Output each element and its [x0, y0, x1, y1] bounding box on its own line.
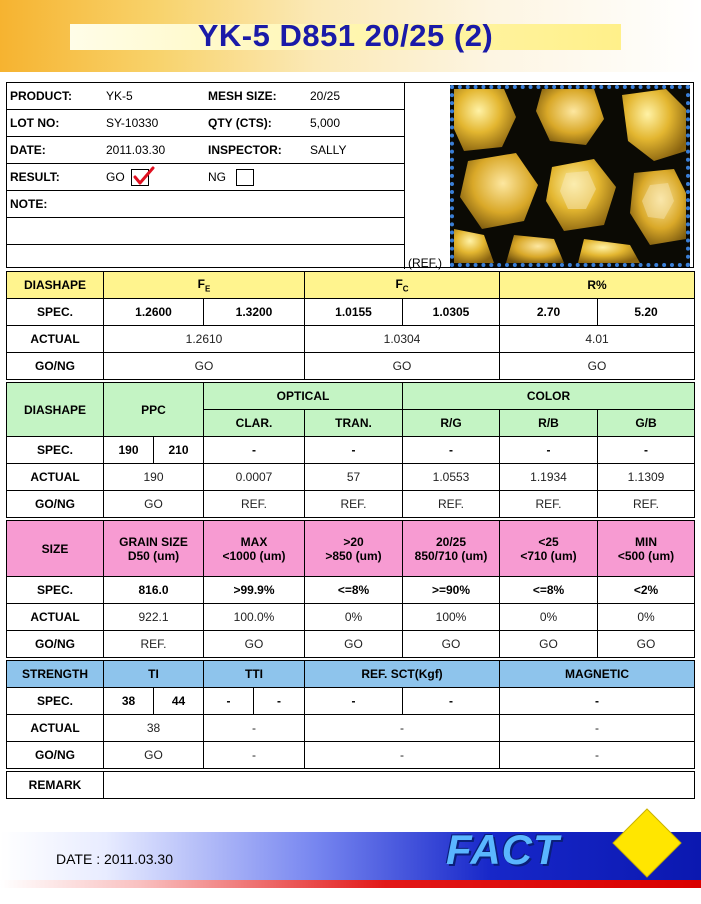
grain-size-line1: GRAIN SIZE [119, 534, 188, 549]
spec-cell: - [403, 437, 500, 464]
lt25-line2: <710 (um) [520, 548, 577, 563]
min-line1: MIN [635, 534, 657, 549]
lot-label: LOT NO: [10, 116, 60, 130]
fe-subscript: E [205, 284, 211, 294]
info-divider [404, 83, 405, 269]
diamond-grains-image [454, 89, 686, 263]
note-label: NOTE: [10, 197, 48, 211]
lt25-header [500, 521, 598, 577]
spec-cell: - [204, 688, 254, 715]
gong-cell: - [305, 742, 500, 769]
min-line2: <500 (um) [617, 548, 675, 563]
actual-cell: 0% [500, 604, 598, 631]
result-label: RESULT: [10, 170, 60, 184]
fc-subscript: C [402, 284, 409, 294]
date-label: DATE: [10, 143, 46, 157]
note-line-2 [7, 245, 404, 271]
gong-cell: GO [104, 353, 305, 380]
fc-header [305, 272, 500, 299]
gt20-header [305, 521, 403, 577]
gong-cell: GO [305, 353, 500, 380]
gong-cell: GO [403, 631, 500, 658]
spec-cell: - [403, 688, 500, 715]
product-value: YK-5 [106, 89, 133, 103]
fc-letter: F [395, 276, 403, 291]
mesh-20-25-line1: 20/25 [435, 534, 467, 549]
info-panel [6, 82, 694, 268]
gong-label: GO/NG [7, 353, 104, 380]
max-line1: MAX [240, 534, 268, 549]
footer-date: DATE : 2011.03.30 [56, 851, 173, 867]
strength-header: STRENGTH [7, 661, 104, 688]
fe-letter: F [197, 276, 205, 291]
gong-label: GO/NG [7, 491, 104, 518]
sct-header: REF. SCT(Kgf) [305, 661, 500, 688]
gb-header: G/B [598, 410, 695, 437]
grain-size-line2: D50 (um) [127, 548, 180, 563]
actual-cell: 4.01 [500, 326, 695, 353]
ref-caption: (REF.) [408, 256, 442, 270]
spec-cell: 1.2600 [104, 299, 204, 326]
spec-cell: <2% [598, 577, 695, 604]
gong-cell: GO [500, 353, 695, 380]
gong-cell: REF. [305, 491, 403, 518]
spec-label: SPEC. [7, 437, 104, 464]
checkmark-icon [133, 166, 155, 186]
spec-cell: 210 [154, 437, 204, 464]
ng-label: NG [208, 170, 226, 184]
optical-color-table [6, 382, 695, 518]
spec-cell: - [305, 437, 403, 464]
gong-cell: GO [104, 742, 204, 769]
spec-cell: 190 [104, 437, 154, 464]
spec-label: SPEC. [7, 299, 104, 326]
gong-cell: REF. [403, 491, 500, 518]
spec-cell: 44 [154, 688, 204, 715]
tti-header: TTI [204, 661, 305, 688]
inspector-value: SALLY [310, 143, 347, 157]
gong-cell: REF. [204, 491, 305, 518]
spec-cell: 38 [104, 688, 154, 715]
gt20-line2: >850 (um) [325, 548, 382, 563]
mesh-20-25-line2: 850/710 (um) [414, 548, 488, 563]
info-row-note [7, 191, 404, 218]
gong-cell: - [204, 742, 305, 769]
actual-cell: 0% [598, 604, 695, 631]
fact-logo: FACT [446, 826, 560, 873]
clar-header: CLAR. [204, 410, 305, 437]
actual-cell: 190 [104, 464, 204, 491]
gong-cell: REF. [500, 491, 598, 518]
spec-cell: - [500, 688, 695, 715]
gong-cell: GO [598, 631, 695, 658]
spec-cell: >99.9% [204, 577, 305, 604]
page-title: YK-5 D851 20/25 (2) [197, 18, 494, 53]
max-header [204, 521, 305, 577]
fe-header [104, 272, 305, 299]
size-header: SIZE [7, 521, 104, 577]
strength-table [6, 660, 695, 769]
r-header: R% [500, 272, 695, 299]
gong-cell: - [500, 742, 695, 769]
rb-header: R/B [500, 410, 598, 437]
go-checkbox[interactable] [131, 169, 149, 186]
actual-cell: 1.1309 [598, 464, 695, 491]
spec-cell: >=90% [403, 577, 500, 604]
spec-cell: 1.0305 [403, 299, 500, 326]
min-header [598, 521, 695, 577]
actual-cell: 1.0553 [403, 464, 500, 491]
actual-cell: 38 [104, 715, 204, 742]
actual-cell: 100.0% [204, 604, 305, 631]
spec-cell: - [204, 437, 305, 464]
actual-label: ACTUAL [7, 604, 104, 631]
remark-label: REMARK [7, 772, 104, 799]
note-line-1 [7, 218, 404, 245]
actual-cell: 0.0007 [204, 464, 305, 491]
gong-label: GO/NG [7, 742, 104, 769]
actual-cell: 0% [305, 604, 403, 631]
gong-label: GO/NG [7, 631, 104, 658]
actual-cell: 1.2610 [104, 326, 305, 353]
ng-checkbox[interactable] [236, 169, 254, 186]
gong-cell: GO [204, 631, 305, 658]
spec-cell: 1.0155 [305, 299, 403, 326]
lot-value: SY-10330 [106, 116, 159, 130]
spec-cell: - [254, 688, 305, 715]
remark-field [104, 772, 695, 799]
info-row-result [7, 164, 404, 191]
actual-label: ACTUAL [7, 464, 104, 491]
spec-cell: - [305, 688, 403, 715]
spec-cell: <=8% [305, 577, 403, 604]
actual-label: ACTUAL [7, 715, 104, 742]
diashape-header: DIASHAPE [7, 272, 104, 299]
actual-cell: 57 [305, 464, 403, 491]
max-line2: <1000 (um) [222, 548, 286, 563]
tran-header: TRAN. [305, 410, 403, 437]
lt25-line1: <25 [538, 534, 559, 549]
product-label: PRODUCT: [10, 89, 72, 103]
go-label: GO [106, 170, 125, 184]
actual-cell: - [500, 715, 695, 742]
rg-header: R/G [403, 410, 500, 437]
gong-cell: REF. [598, 491, 695, 518]
spec-cell: <=8% [500, 577, 598, 604]
gong-cell: GO [104, 491, 204, 518]
size-distribution-table [6, 520, 695, 658]
actual-label: ACTUAL [7, 326, 104, 353]
actual-cell: 100% [403, 604, 500, 631]
gong-cell: GO [305, 631, 403, 658]
diashape-header: DIASHAPE [7, 383, 104, 437]
ppc-header: PPC [104, 383, 204, 437]
spec-cell: - [500, 437, 598, 464]
gt20-line1: >20 [343, 534, 364, 549]
spec-cell: 2.70 [500, 299, 598, 326]
mesh-value: 20/25 [310, 89, 341, 103]
actual-cell: 1.1934 [500, 464, 598, 491]
inspector-label: INSPECTOR: [208, 143, 282, 157]
spec-cell: - [598, 437, 695, 464]
spec-label: SPEC. [7, 688, 104, 715]
qty-label: QTY (CTS): [208, 116, 272, 130]
info-row-lot [7, 110, 404, 137]
mesh-label: MESH SIZE: [208, 89, 277, 103]
date-value: 2011.03.30 [106, 143, 166, 157]
diamond-logo-icon [612, 808, 682, 878]
grain-size-header [104, 521, 204, 577]
reference-photo [450, 85, 690, 267]
spec-cell: 5.20 [598, 299, 695, 326]
color-header: COLOR [403, 383, 695, 410]
actual-cell: 922.1 [104, 604, 204, 631]
diashape-factor-table [6, 271, 695, 380]
magnetic-header: MAGNETIC [500, 661, 695, 688]
spec-cell: 816.0 [104, 577, 204, 604]
spec-label: SPEC. [7, 577, 104, 604]
info-row-product [7, 83, 404, 110]
actual-cell: - [305, 715, 500, 742]
ti-header: TI [104, 661, 204, 688]
gong-cell: REF. [104, 631, 204, 658]
remark-table [6, 771, 695, 799]
actual-cell: 1.0304 [305, 326, 500, 353]
qty-value: 5,000 [310, 116, 341, 130]
footer-red-stripe [0, 880, 701, 888]
spec-cell: 1.3200 [204, 299, 305, 326]
mesh-20-25-header [403, 521, 500, 577]
info-row-date [7, 137, 404, 164]
gong-cell: GO [500, 631, 598, 658]
actual-cell: - [204, 715, 305, 742]
optical-header: OPTICAL [204, 383, 403, 410]
